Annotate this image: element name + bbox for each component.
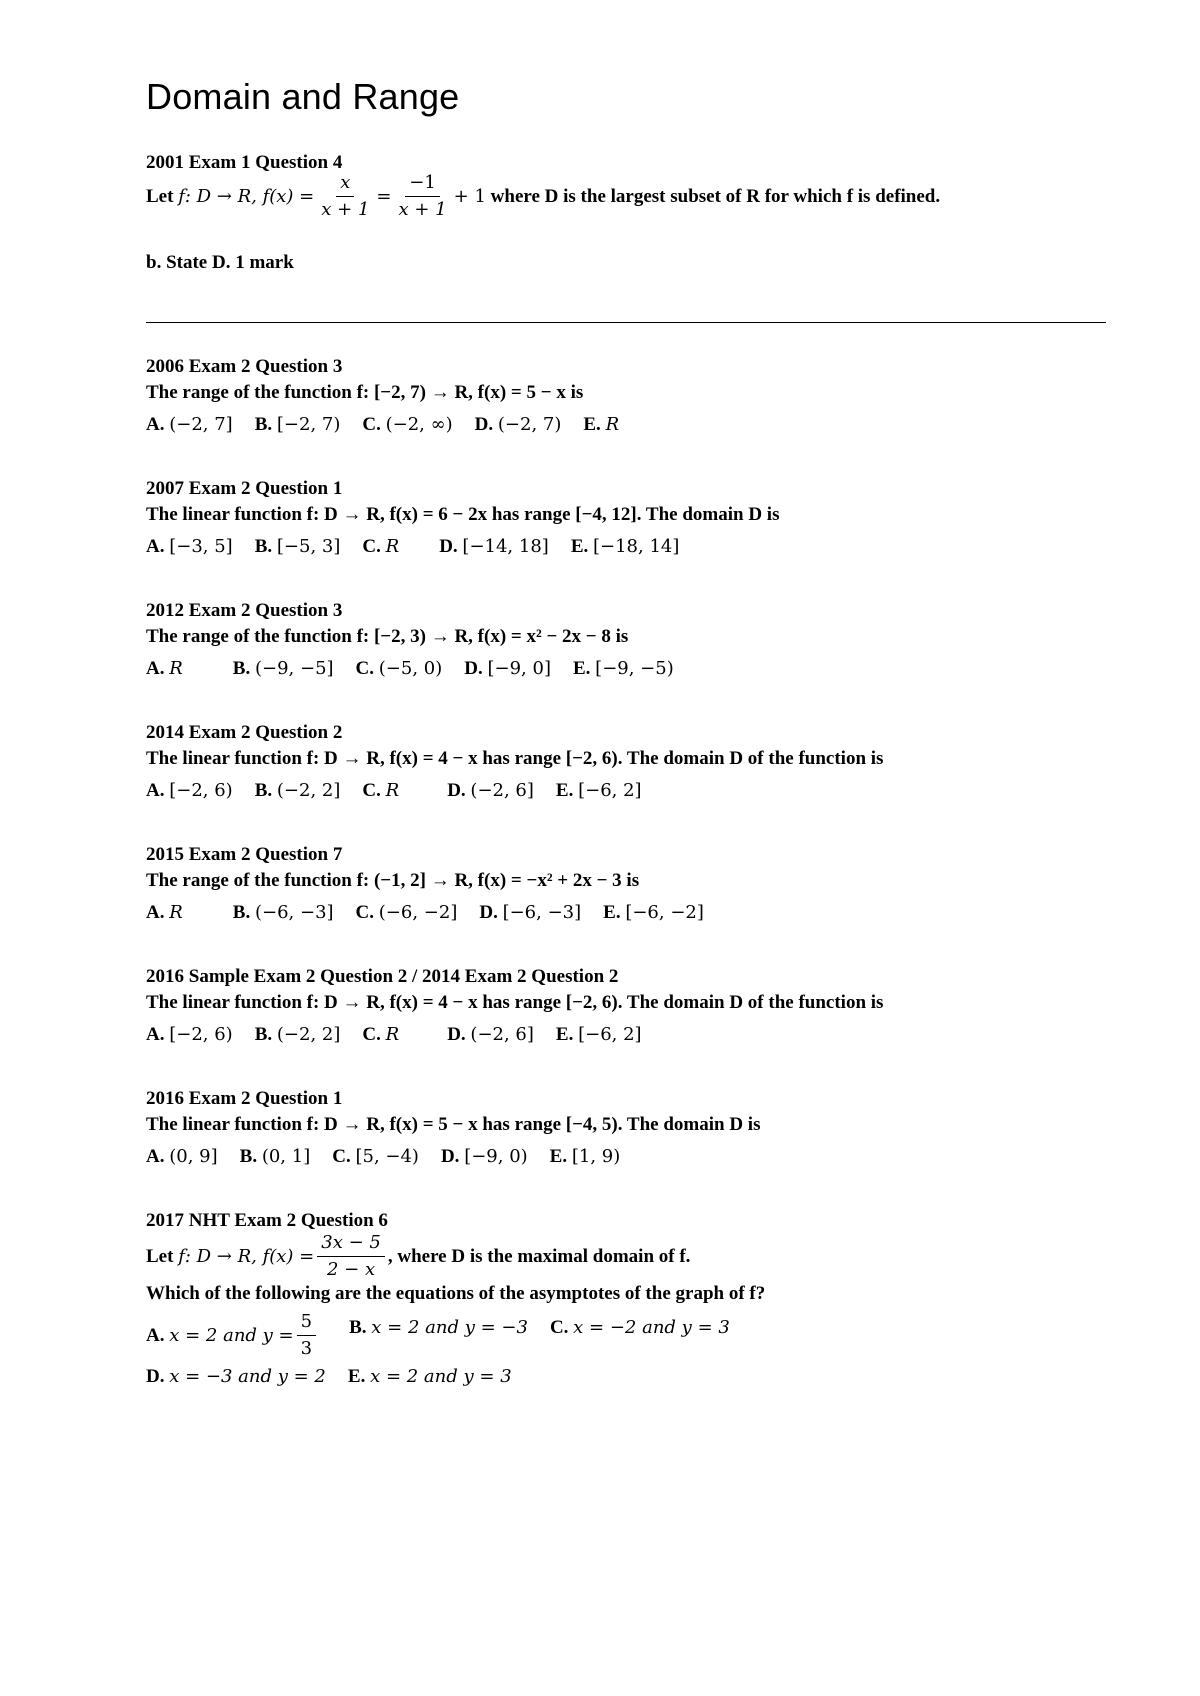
options xyxy=(146,536,1106,558)
option-e: E. [−9, −5) xyxy=(572,658,674,679)
question-2017 xyxy=(146,1208,1106,1388)
question-2015 xyxy=(146,842,1106,924)
option-d: D. x = −3 and y = 2 xyxy=(146,1366,326,1387)
divider xyxy=(146,322,1106,323)
option-a: A. x = 2 and y = $\frac{5}{3}$ xyxy=(146,1311,319,1360)
option-e: E. [−18, 14] xyxy=(570,536,680,557)
question-stem: The range of the function f: (−1, 2] → R, f(x) = −x² + 2x − 3 is xyxy=(146,870,640,891)
option-b: B. x = 2 and y = −3 xyxy=(349,1317,528,1338)
option-c: C. (−5, 0) xyxy=(355,658,443,679)
option-a: A. (0, 9] xyxy=(146,1146,218,1167)
option-d: D. (−2, 7) xyxy=(474,414,562,435)
question-2016-sample xyxy=(146,964,1106,1046)
fraction-1-denominator: x + 1 xyxy=(321,199,370,220)
option-d: D. [−9, 0] xyxy=(464,658,551,679)
question-2001 xyxy=(146,150,1106,221)
options xyxy=(146,902,1106,924)
function-definition: f: D → R, f(x) = xyxy=(178,185,315,207)
question-heading: 2007 Exam 2 Question 1 xyxy=(146,478,343,499)
option-d: D. (−2, 6] xyxy=(447,1024,534,1045)
question-heading: 2016 Exam 2 Question 1 xyxy=(146,1088,343,1109)
option-b: B. [−2, 7) xyxy=(254,414,341,435)
page-title: Domain and Range xyxy=(146,76,460,117)
fraction-2 xyxy=(395,172,451,221)
option-d: D. [−9, 0) xyxy=(440,1146,528,1167)
question-heading: 2016 Sample Exam 2 Question 2 / 2014 Exam 2 Question 2 xyxy=(146,966,619,987)
option-d: D. [−14, 18] xyxy=(439,536,549,557)
question-stem xyxy=(146,1232,1106,1281)
fraction-2-numerator: −1 xyxy=(405,172,440,197)
option-b: B. (0, 1] xyxy=(239,1146,311,1167)
options xyxy=(146,780,1106,802)
option-a: A. [−3, 5] xyxy=(146,536,233,557)
question-2007 xyxy=(146,476,1106,558)
option-a: A. R xyxy=(146,658,183,679)
function-definition: f: D → R, f(x) = xyxy=(178,1245,315,1267)
option-c: C. R xyxy=(362,536,400,557)
options xyxy=(146,1024,1106,1046)
options xyxy=(146,1146,1106,1168)
question-heading: 2014 Exam 2 Question 2 xyxy=(146,722,343,743)
option-b: B. [−5, 3] xyxy=(254,536,341,557)
stem-let: Let xyxy=(146,1245,174,1267)
question-heading: 2017 NHT Exam 2 Question 6 xyxy=(146,1210,388,1231)
options-row-1 xyxy=(146,1311,1106,1360)
option-b: B. (−2, 2] xyxy=(254,1024,341,1045)
option-e: E. [−6, 2] xyxy=(555,780,642,801)
question-heading: 2006 Exam 2 Question 3 xyxy=(146,356,343,377)
option-c: C. [5, −4) xyxy=(332,1146,419,1167)
question-heading: 2001 Exam 1 Question 4 xyxy=(146,152,343,173)
option-c: C. x = −2 and y = 3 xyxy=(549,1317,730,1338)
option-e: E. [−6, −2] xyxy=(603,902,704,923)
option-a: A. [−2, 6) xyxy=(146,1024,233,1045)
question-stem: The linear function f: D → R, f(x) = 4 − x has range [−2, 6). The domain D of the function is xyxy=(146,992,884,1013)
option-a: A. [−2, 6) xyxy=(146,780,233,801)
fraction-numerator: 3x − 5 xyxy=(317,1232,385,1257)
option-a-fraction: $\frac{5}{3}$ xyxy=(297,1311,316,1360)
option-e: E. [−6, 2] xyxy=(555,1024,642,1045)
question-heading: 2012 Exam 2 Question 3 xyxy=(146,600,343,621)
option-d: D. [−6, −3] xyxy=(479,902,582,923)
question-stem-2: Which of the following are the equations of the asymptotes of the graph of f? xyxy=(146,1283,766,1304)
stem-let: Let xyxy=(146,185,174,207)
fraction-1-numerator: x xyxy=(336,172,354,197)
option-e: E. R xyxy=(583,414,620,435)
option-c: C. R xyxy=(362,1024,400,1045)
question-2016 xyxy=(146,1086,1106,1168)
question-2012 xyxy=(146,598,1106,680)
options xyxy=(146,658,1106,680)
option-c: C. R xyxy=(362,780,400,801)
part-b: b. State D. 1 mark xyxy=(146,252,294,273)
option-e: E. [1, 9) xyxy=(549,1146,621,1167)
option-a: A. R xyxy=(146,902,183,923)
fraction-2-denominator: x + 1 xyxy=(398,199,447,220)
question-stem xyxy=(146,172,1106,221)
fraction-1 xyxy=(317,172,373,221)
option-c: C. (−2, ∞) xyxy=(362,414,453,435)
question-stem: The linear function f: D → R, f(x) = 4 − x has range [−2, 6). The domain D of the function is xyxy=(146,748,884,769)
question-2014 xyxy=(146,720,1106,802)
options xyxy=(146,414,1106,436)
stem-tail: , where D is the maximal domain of f. xyxy=(387,1245,691,1267)
stem-tail: where D is the largest subset of R for which f is defined. xyxy=(490,185,941,207)
fraction-denominator: 2 − x xyxy=(326,1259,376,1280)
option-a: A. (−2, 7] xyxy=(146,414,233,435)
option-d: D. (−2, 6] xyxy=(447,780,534,801)
question-stem: The range of the function f: [−2, 7) → R, f(x) = 5 − x is xyxy=(146,382,584,403)
plus-one: + 1 xyxy=(453,185,486,207)
options-row-2 xyxy=(146,1366,1106,1388)
question-stem: The range of the function f: [−2, 3) → R, f(x) = x² − 2x − 8 is xyxy=(146,626,629,647)
question-stem: The linear function f: D → R, f(x) = 6 − 2x has range [−4, 12]. The domain D is xyxy=(146,504,780,525)
option-b: B. (−9, −5] xyxy=(232,658,334,679)
equals-sign: = xyxy=(376,185,392,207)
option-c: C. (−6, −2] xyxy=(355,902,458,923)
option-b: B. (−2, 2] xyxy=(254,780,341,801)
option-b: B. (−6, −3] xyxy=(232,902,334,923)
question-heading: 2015 Exam 2 Question 7 xyxy=(146,844,343,865)
fraction xyxy=(317,1232,385,1281)
question-stem: The linear function f: D → R, f(x) = 5 − x has range [−4, 5). The domain D is xyxy=(146,1114,761,1135)
option-e: E. x = 2 and y = 3 xyxy=(347,1366,512,1387)
question-2006 xyxy=(146,354,1106,436)
